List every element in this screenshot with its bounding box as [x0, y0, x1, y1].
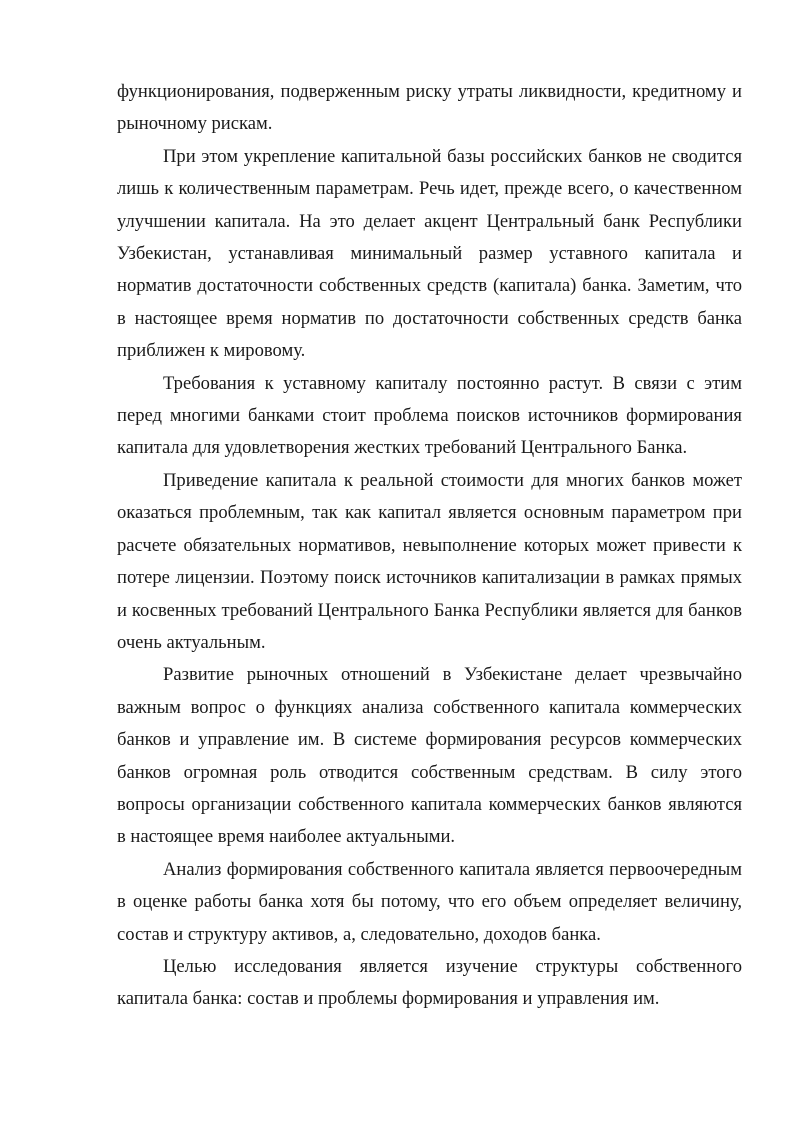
- paragraph: Приведение капитала к реальной стоимости для многих банков может оказаться проблемным, так как капитал является основным параметром при расчете обязательных нормативов, невыполнение которых может привести к потере лицензии. Поэтому поиск источников капитализации в рамках прямых и косвенных требований Центрального Банка Республики является для банков очень актуальным.: [117, 469, 742, 653]
- paragraph: Целью исследования является изучение структуры собственного капитала банка: состав и проблемы формирования и управления им.: [117, 955, 742, 1010]
- paragraph: Развитие рыночных отношений в Узбекистане делает чрезвычайно важным вопрос о функциях анализа собственного капитала коммерческих банков и управление им. В системе формирования ресурсов коммерческих банков огромная роль отводится собственным средствам. В силу этого вопросы организации собственного капитала коммерческих банков являются в настоящее время наиболее актуальными.: [117, 664, 742, 848]
- paragraph: Анализ формирования собственного капитала является первоочередным в оценке работы банка хотя бы потому, что его объем определяет величину, состав и структуру активов, а, следовательно, доходов банка.: [117, 858, 742, 945]
- paragraph: Требования к уставному капиталу постоянно растут. В связи с этим перед многими банками стоит проблема поисков источников формирования капитала для удовлетворения жестких требований Центрального Банка.: [117, 372, 742, 459]
- paragraph-continuation: функционирования, подверженным риску утраты ликвидности, кредитному и рыночному рискам.: [117, 81, 742, 135]
- body-text: [117, 76, 742, 1016]
- paragraph: При этом укрепление капитальной базы российских банков не сводится лишь к количественным параметрам. Речь идет, прежде всего, о качественном улучшении капитала. На это делает акцент Центральный банк Республики Узбекистан, устанавливая минимальный размер уставного капитала и норматив достаточности собственных средств (капитала) банка. Заметим, что в настоящее время норматив по достаточности собственных средств банка приближен к мировому.: [117, 145, 742, 362]
